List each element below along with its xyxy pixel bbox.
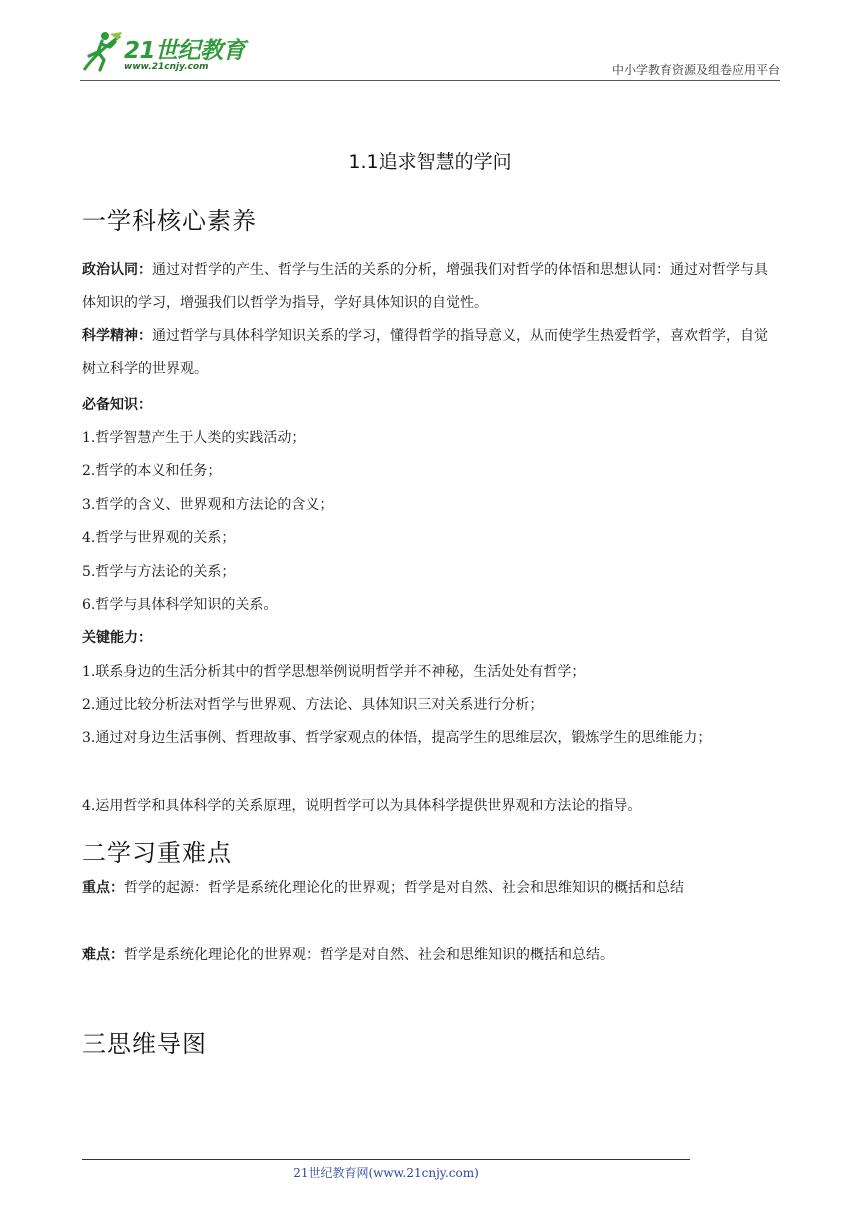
knowledge-item: 2.哲学的本义和任务； <box>82 463 222 479</box>
paragraph-difficult-point <box>82 939 778 972</box>
knowledge-label: 必备知识： <box>82 397 152 413</box>
key-point-label: 重点： <box>82 880 124 896</box>
document-title: 1.1追求智慧的学问 <box>348 151 512 173</box>
knowledge-item: 3.哲学的含义、世界观和方法论的含义； <box>82 497 334 513</box>
ability-item: 3.通过对身边生活事例、哲理故事、哲学家观点的体悟，提高学生的思维层次，锻炼学生的思维能力； <box>82 730 712 746</box>
header-tagline: 中小学教育资源及组卷应用平台 <box>611 63 780 77</box>
political-identity-label: 政治认同： <box>82 262 152 278</box>
ability-item: 4.运用哲学和具体科学的关系原理，说明哲学可以为具体科学提供世界观和方法论的指导。 <box>82 798 642 814</box>
footer-divider <box>82 1159 690 1160</box>
logo-brand-text: 21世纪教育 <box>124 38 246 64</box>
scientific-spirit-label: 科学精神： <box>82 328 152 344</box>
paragraph-key-point <box>82 872 778 905</box>
footer-text[interactable]: 21世纪教育网(www.21cnjy.com) <box>293 1166 479 1180</box>
section-heading-mind-map: 三思维导图 <box>82 1030 207 1058</box>
knowledge-item: 4.哲学与世界观的关系； <box>82 530 236 546</box>
difficult-point-text: 哲学是系统化理论化的世界观：哲学是对自然、社会和思维知识的概括和总结。 <box>124 947 614 963</box>
section-heading-core-literacy: 一学科核心素养 <box>82 207 257 235</box>
paragraph-political-identity <box>82 254 778 320</box>
ability-item: 2.通过比较分析法对哲学与世界观、方法论、具体知识三对关系进行分析； <box>82 697 544 713</box>
header-divider <box>80 80 780 81</box>
knowledge-item: 1.哲学智慧产生于人类的实践活动； <box>82 430 306 446</box>
difficult-point-label: 难点： <box>82 947 124 963</box>
site-logo[interactable] <box>80 30 260 78</box>
ability-label: 关键能力： <box>82 630 152 646</box>
knowledge-item: 5.哲学与方法论的关系； <box>82 564 236 580</box>
page-header <box>80 30 780 82</box>
ability-item: 1.联系身边的生活分析其中的哲学思想举例说明哲学并不神秘，生活处处有哲学； <box>82 664 586 680</box>
political-identity-text: 通过对哲学的产生、哲学与生活的关系的分析，增强我们对哲学的体悟和思想认同：通过对哲学与具体知识的学习，增强我们以哲学为指导，学好具体知识的自觉性。 <box>82 262 768 311</box>
key-point-text: 哲学的起源：哲学是系统化理论化的世界观；哲学是对自然、社会和思维知识的概括和总结 <box>124 880 684 896</box>
paragraph-scientific-spirit <box>82 320 778 386</box>
scientific-spirit-text: 通过哲学与具体科学知识关系的学习，懂得哲学的指导意义，从而使学生热爱哲学，喜欢哲学，自觉树立科学的世界观。 <box>82 328 768 377</box>
logo-url-text: www.21cnjy.com <box>124 62 209 72</box>
runner-logo-icon <box>80 30 124 76</box>
section-heading-key-difficult-points: 二学习重难点 <box>82 839 232 867</box>
knowledge-item: 6.哲学与具体科学知识的关系。 <box>82 597 278 613</box>
